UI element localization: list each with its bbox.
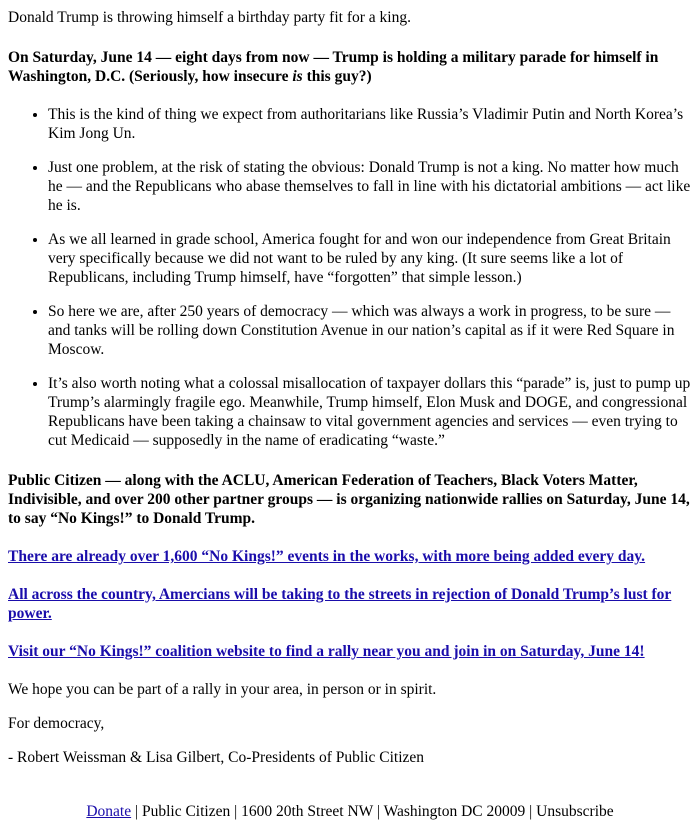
events-link[interactable]: There are already over 1,600 “No Kings!” events in the works, with more being added every day. [8, 548, 646, 565]
footer-address: 1600 20th Street NW [241, 803, 373, 820]
streets-link[interactable]: All across the country, Amercians will be taking to the streets in rejection of Donald Trump’s lust for power. [8, 586, 672, 622]
footer-org: Public Citizen [141, 803, 231, 820]
footer-separator: | [525, 803, 537, 820]
footer-city: Washington DC 20009 [383, 803, 526, 820]
unsubscribe-link[interactable]: Unsubscribe [536, 803, 614, 820]
lead-emphasis: is [292, 68, 303, 85]
footer-separator: | [373, 803, 384, 820]
lead-tail: this guy?) [302, 68, 372, 85]
footer-separator: | [230, 803, 242, 820]
coalition-paragraph [8, 471, 692, 528]
find-rally-link[interactable]: Visit our “No Kings!” coalition website to find a rally near you and join in on Saturday, June 14! [8, 643, 645, 660]
salutation: For democracy, [8, 715, 105, 732]
bullet-item-tanks: • So here we are, after 250 years of democracy — which was always a work in progress, to be sure — and tanks will be rolling down Constitution Avenue in our nation’s capital as if it were Red Square in Moscow. [48, 302, 692, 359]
bullet-item-independence: • As we all learned in grade school, America fought for and won our independence from Great Britain very specifically because we did not want to be ruled by any king. (It sure seems like a lot of Republicans, including Trump himself, have “forgotten” that simple lesson.) [48, 230, 692, 287]
coalition-text: Public Citizen — along with the ACLU, American Federation of Teachers, Black Voters Matter, Indivisible, and over 200 other partner groups — is organizing nationwide rallies on Saturday, June 14, to say “No Kings!” to Donald Trump. [8, 472, 690, 527]
signature: - Robert Weissman & Lisa Gilbert, Co-Presidents of Public Citizen [8, 749, 425, 766]
cta-paragraph-rally [8, 642, 692, 661]
footer-separator: | [131, 803, 142, 820]
bullet-item-misallocation: • It’s also worth noting what a colossal misallocation of taxpayer dollars this “parade” is, just to pump up Trump’s alarmingly fragile ego. Meanwhile, Trump himself, Elon Musk and DOGE, and congressional Republicans have been taking a chainsaw to vital government agencies and services — even trying to cut Medicaid — supposedly in the name of eradicating “waste.” [48, 374, 692, 450]
cta-paragraph-streets [8, 585, 692, 623]
bullet-item-not-a-king: • Just one problem, at the risk of stating the obvious: Donald Trump is not a king. No matter how much he — and the Republicans who abase themselves to fall in line with his dictatorial ambitions — act like he is. [48, 158, 692, 215]
hope-paragraph: We hope you can be part of a rally in your area, in person or in spirit. [8, 681, 437, 698]
lead-text: On Saturday, June 14 — eight days from now — Trump is holding a military parade for himself in Washington, D.C. (Seriously, how insecure [8, 49, 659, 85]
bullet-item-authoritarians: • This is the kind of thing we expect from authoritarians like Russia’s Vladimir Putin and North Korea’s Kim Jong Un. [48, 105, 692, 143]
cta-paragraph-events [8, 547, 692, 566]
lead-paragraph [8, 48, 692, 86]
intro-paragraph: Donald Trump is throwing himself a birthday party fit for a king. [8, 9, 411, 26]
lead-bold [8, 49, 658, 85]
donate-link[interactable]: Donate [86, 803, 132, 820]
footer [8, 802, 692, 821]
bullet-list [8, 105, 692, 450]
